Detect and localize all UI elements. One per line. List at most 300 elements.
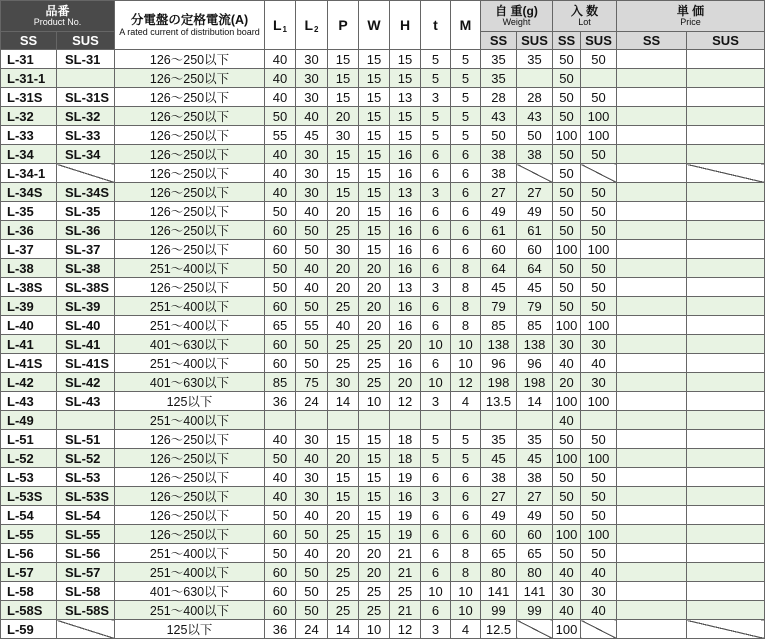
dim-t-cell: 3 — [421, 88, 451, 107]
price-ss-cell — [617, 259, 687, 278]
dim-L2-cell: 75 — [296, 373, 328, 392]
price-ss-cell — [617, 88, 687, 107]
weight-ss-cell: 60 — [481, 240, 517, 259]
dim-M-cell: 6 — [451, 468, 481, 487]
product-sus-cell: SL-55 — [57, 525, 115, 544]
dim-W-cell: 25 — [359, 601, 390, 620]
current-cell: 251～400以下 — [115, 601, 265, 620]
dim-H-cell: 18 — [390, 430, 421, 449]
dim-L2-cell: 50 — [296, 354, 328, 373]
price-sus-cell — [687, 240, 765, 259]
price-ss-cell — [617, 164, 687, 183]
dim-P-cell: 20 — [328, 506, 359, 525]
table-row — [1, 69, 765, 88]
weight-ss-cell: 35 — [481, 430, 517, 449]
lot-sus-cell: 50 — [581, 506, 617, 525]
weight-ss-cell: 38 — [481, 164, 517, 183]
price-sus-cell — [687, 88, 765, 107]
lot-sus-cell: 100 — [581, 316, 617, 335]
product-sus-cell: SL-54 — [57, 506, 115, 525]
weight-ss-cell — [481, 411, 517, 430]
dim-M-cell: 6 — [451, 487, 481, 506]
product-sus-cell: SL-57 — [57, 563, 115, 582]
lot-sus-cell: 50 — [581, 221, 617, 240]
dim-P-cell: 14 — [328, 392, 359, 411]
weight-sus-cell: 50 — [517, 126, 553, 145]
dim-W-cell: 15 — [359, 221, 390, 240]
dim-P-cell: 25 — [328, 525, 359, 544]
product-sus-cell: SL-38S — [57, 278, 115, 297]
current-cell: 126～250以下 — [115, 183, 265, 202]
dim-W-cell: 15 — [359, 487, 390, 506]
lot-sus-cell — [581, 164, 617, 183]
lot-ss-cell: 50 — [553, 69, 581, 88]
weight-ss-cell: 45 — [481, 449, 517, 468]
dim-P-cell: 40 — [328, 316, 359, 335]
dim-H-cell: 20 — [390, 373, 421, 392]
product-sus-cell: SL-34S — [57, 183, 115, 202]
table-row — [1, 335, 765, 354]
dim-header-H: H — [390, 1, 421, 50]
product-ss-cell: L-59 — [1, 620, 57, 639]
current-cell: 126～250以下 — [115, 468, 265, 487]
price-sus-cell — [687, 430, 765, 449]
weight-ss-cell: 35 — [481, 69, 517, 88]
table-row — [1, 449, 765, 468]
price-ja: 単 価 — [676, 3, 705, 18]
product-ss-cell: L-33 — [1, 126, 57, 145]
price-sus-cell — [687, 126, 765, 145]
product-ss-cell: L-38S — [1, 278, 57, 297]
table-row — [1, 392, 765, 411]
product-sus-cell: SL-41 — [57, 335, 115, 354]
current-cell: 126～250以下 — [115, 240, 265, 259]
dim-P-cell: 25 — [328, 563, 359, 582]
dim-header-L2: $L_2$ — [296, 1, 328, 50]
dim-L1-cell: 85 — [265, 373, 296, 392]
table-row — [1, 411, 765, 430]
lot-sus-cell: 50 — [581, 487, 617, 506]
dim-H-cell: 13 — [390, 183, 421, 202]
lot-ss-cell: 50 — [553, 468, 581, 487]
price-header — [617, 1, 765, 32]
price-sus-cell — [687, 449, 765, 468]
lot-sus-cell: 50 — [581, 259, 617, 278]
dim-t-cell: 5 — [421, 126, 451, 145]
weight-ss-cell: 27 — [481, 183, 517, 202]
dim-W-cell: 15 — [359, 107, 390, 126]
dim-W-cell: 15 — [359, 145, 390, 164]
product-ss-cell: L-31S — [1, 88, 57, 107]
lot-sus-cell: 50 — [581, 183, 617, 202]
dim-L1-cell: 40 — [265, 145, 296, 164]
lot-ss-cell: 50 — [553, 107, 581, 126]
lot-ss-cell: 50 — [553, 50, 581, 69]
product-ss-cell: L-34S — [1, 183, 57, 202]
dim-P-cell: 25 — [328, 335, 359, 354]
product-sus-cell: SL-32 — [57, 107, 115, 126]
dim-M-cell: 12 — [451, 373, 481, 392]
price-ss-cell — [617, 316, 687, 335]
dim-W-cell: 15 — [359, 506, 390, 525]
price-sus-cell — [687, 620, 765, 639]
lot-ss-cell: 40 — [553, 601, 581, 620]
dim-L2-cell: 40 — [296, 449, 328, 468]
price-ss-cell — [617, 392, 687, 411]
dim-L2-cell: 30 — [296, 50, 328, 69]
dim-W-cell: 20 — [359, 316, 390, 335]
price-sus-cell — [687, 373, 765, 392]
dim-L1-cell: 50 — [265, 506, 296, 525]
dim-H-cell: 16 — [390, 240, 421, 259]
lot-sus-cell: 50 — [581, 468, 617, 487]
product-ss-cell: L-58S — [1, 601, 57, 620]
price-ss-cell — [617, 240, 687, 259]
dim-t-cell: 6 — [421, 525, 451, 544]
dim-W-cell: 15 — [359, 525, 390, 544]
weight-sus-cell: 96 — [517, 354, 553, 373]
product-ss-cell: L-40 — [1, 316, 57, 335]
current-cell: 126～250以下 — [115, 487, 265, 506]
weight-ss-cell: 198 — [481, 373, 517, 392]
dim-L2-cell: 30 — [296, 430, 328, 449]
dim-L2-cell: 40 — [296, 278, 328, 297]
table-row — [1, 620, 765, 639]
product-sus-cell: SL-31 — [57, 50, 115, 69]
dim-L2-cell: 50 — [296, 240, 328, 259]
current-ja: 分電盤の定格電流(A) — [130, 12, 249, 27]
product-sus-cell: SL-33 — [57, 126, 115, 145]
dim-W-cell: 15 — [359, 202, 390, 221]
weight-ss-cell: 79 — [481, 297, 517, 316]
dim-L2-cell: 50 — [296, 221, 328, 240]
dim-L1-cell: 40 — [265, 487, 296, 506]
dim-M-cell: 6 — [451, 202, 481, 221]
dim-H-cell: 12 — [390, 620, 421, 639]
price-ss-cell — [617, 601, 687, 620]
dim-M-cell: 8 — [451, 316, 481, 335]
dim-t-cell: 6 — [421, 354, 451, 373]
price-sus-cell — [687, 335, 765, 354]
dim-t-cell: 5 — [421, 107, 451, 126]
dim-L1-cell: 60 — [265, 335, 296, 354]
product-ss-cell: L-38 — [1, 259, 57, 278]
weight-sus-cell: 64 — [517, 259, 553, 278]
lot-ss-cell: 100 — [553, 126, 581, 145]
dim-M-cell: 6 — [451, 525, 481, 544]
price-sus-cell — [687, 259, 765, 278]
dim-W-cell: 15 — [359, 69, 390, 88]
price-sus-cell — [687, 69, 765, 88]
current-cell: 126～250以下 — [115, 202, 265, 221]
product-ss-cell: L-41S — [1, 354, 57, 373]
price-ss-cell — [617, 297, 687, 316]
current-cell: 126～250以下 — [115, 278, 265, 297]
weight-sus-cell: 27 — [517, 487, 553, 506]
dim-H-cell: 15 — [390, 107, 421, 126]
weight-ss-cell: 45 — [481, 278, 517, 297]
dim-M-cell: 10 — [451, 582, 481, 601]
product-ss-cell: L-57 — [1, 563, 57, 582]
product-ss-cell: L-41 — [1, 335, 57, 354]
price-ss-cell — [617, 50, 687, 69]
dim-L2-cell: 30 — [296, 69, 328, 88]
dim-P-cell: 20 — [328, 278, 359, 297]
price-sus-cell — [687, 316, 765, 335]
weight-ss-cell: 49 — [481, 506, 517, 525]
dim-t-cell: 3 — [421, 183, 451, 202]
lot-sus-cell: 100 — [581, 392, 617, 411]
price-ss-cell — [617, 449, 687, 468]
table-row — [1, 259, 765, 278]
dim-L1-cell: 40 — [265, 164, 296, 183]
weight-ss-cell: 138 — [481, 335, 517, 354]
price-sus-cell — [687, 297, 765, 316]
table-row — [1, 430, 765, 449]
weight-sus-cell: 45 — [517, 449, 553, 468]
price-ss-cell — [617, 620, 687, 639]
dim-H-cell: 21 — [390, 544, 421, 563]
dim-L1-cell: 40 — [265, 50, 296, 69]
weight-ss-cell: 38 — [481, 468, 517, 487]
dim-L1-cell — [265, 411, 296, 430]
lot-ss-cell: 40 — [553, 563, 581, 582]
dim-P-cell: 15 — [328, 50, 359, 69]
dim-L1-cell: 50 — [265, 449, 296, 468]
product-ss-cell: L-37 — [1, 240, 57, 259]
dim-H-cell: 16 — [390, 145, 421, 164]
lot-sus-cell: 30 — [581, 373, 617, 392]
product-sus-cell: SL-52 — [57, 449, 115, 468]
table-row — [1, 354, 765, 373]
dim-t-cell: 3 — [421, 392, 451, 411]
lot-header — [553, 1, 617, 32]
price-sus-cell — [687, 601, 765, 620]
dim-M-cell: 6 — [451, 506, 481, 525]
product-sus-cell: SL-37 — [57, 240, 115, 259]
dim-L2-cell: 40 — [296, 544, 328, 563]
dim-L2-cell: 50 — [296, 335, 328, 354]
dim-L1-cell: 60 — [265, 354, 296, 373]
current-cell: 401～630以下 — [115, 373, 265, 392]
dim-L2-cell: 40 — [296, 259, 328, 278]
product-ss-cell: L-32 — [1, 107, 57, 126]
dim-W-cell: 15 — [359, 240, 390, 259]
price-ss-cell — [617, 430, 687, 449]
weight-ss-cell: 96 — [481, 354, 517, 373]
lot-ss-cell: 100 — [553, 525, 581, 544]
product-no-ja: 品番 — [45, 3, 70, 18]
dim-W-cell: 25 — [359, 354, 390, 373]
table-row — [1, 601, 765, 620]
dim-M-cell — [451, 411, 481, 430]
dim-H-cell: 16 — [390, 354, 421, 373]
dim-M-cell: 6 — [451, 240, 481, 259]
dim-H-cell: 13 — [390, 278, 421, 297]
product-ss-cell: L-42 — [1, 373, 57, 392]
product-ss-cell: L-43 — [1, 392, 57, 411]
dim-t-cell: 6 — [421, 145, 451, 164]
weight-sus-cell — [517, 411, 553, 430]
dim-L1-cell: 60 — [265, 297, 296, 316]
dim-H-cell: 19 — [390, 525, 421, 544]
table-row — [1, 525, 765, 544]
current-cell: 126～250以下 — [115, 126, 265, 145]
dim-t-cell: 6 — [421, 563, 451, 582]
lot-sus-cell: 100 — [581, 525, 617, 544]
dim-M-cell: 4 — [451, 620, 481, 639]
dim-P-cell: 15 — [328, 430, 359, 449]
dim-t-cell: 3 — [421, 278, 451, 297]
dim-H-cell: 19 — [390, 506, 421, 525]
product-sus-cell: SL-56 — [57, 544, 115, 563]
dim-H-cell: 12 — [390, 392, 421, 411]
weight-sus-cell: 28 — [517, 88, 553, 107]
dim-W-cell: 25 — [359, 373, 390, 392]
price-sus-cell — [687, 468, 765, 487]
dim-H-cell: 25 — [390, 582, 421, 601]
product-sus-cell: SL-58 — [57, 582, 115, 601]
current-cell: 125以下 — [115, 620, 265, 639]
lot-sus-cell: 40 — [581, 563, 617, 582]
weight-sus-cell: 38 — [517, 468, 553, 487]
product-sus-cell: SL-51 — [57, 430, 115, 449]
dim-P-cell: 14 — [328, 620, 359, 639]
lot-ss-cell: 50 — [553, 164, 581, 183]
dim-H-cell: 16 — [390, 316, 421, 335]
lot-ss-cell: 50 — [553, 297, 581, 316]
current-cell: 126～250以下 — [115, 430, 265, 449]
weight-sus-cell: 198 — [517, 373, 553, 392]
dim-L1-cell: 50 — [265, 107, 296, 126]
table-row — [1, 468, 765, 487]
lot-sus-cell: 50 — [581, 50, 617, 69]
weight-sus-cell: 27 — [517, 183, 553, 202]
price-ss-cell — [617, 506, 687, 525]
dim-M-cell: 5 — [451, 88, 481, 107]
dim-P-cell: 20 — [328, 202, 359, 221]
product-ss-cell: L-35 — [1, 202, 57, 221]
dim-L2-cell — [296, 411, 328, 430]
product-sus-cell: SL-36 — [57, 221, 115, 240]
dim-H-cell — [390, 411, 421, 430]
dim-L1-cell: 40 — [265, 468, 296, 487]
lot-ss-cell: 50 — [553, 88, 581, 107]
current-cell: 126～250以下 — [115, 107, 265, 126]
price-sus-cell — [687, 107, 765, 126]
dim-t-cell: 10 — [421, 335, 451, 354]
dim-H-cell: 16 — [390, 202, 421, 221]
lot-ja: 入 数 — [570, 3, 599, 18]
dim-H-cell: 15 — [390, 126, 421, 145]
weight-ss-cell: 27 — [481, 487, 517, 506]
current-cell: 251～400以下 — [115, 316, 265, 335]
price-ss-cell — [617, 221, 687, 240]
product-ss-cell: L-49 — [1, 411, 57, 430]
product-ss-cell: L-53 — [1, 468, 57, 487]
current-cell: 125以下 — [115, 392, 265, 411]
dim-H-cell: 18 — [390, 449, 421, 468]
product-sus-cell: SL-35 — [57, 202, 115, 221]
current-cell: 126～250以下 — [115, 50, 265, 69]
lot-sus-cell: 50 — [581, 430, 617, 449]
product-sus-cell: SL-34 — [57, 145, 115, 164]
weight-sus-cell: 60 — [517, 525, 553, 544]
lot-ss-cell: 40 — [553, 411, 581, 430]
dim-L1-cell: 60 — [265, 563, 296, 582]
dim-t-cell: 6 — [421, 544, 451, 563]
price-ss-cell — [617, 563, 687, 582]
price-sus-cell — [687, 506, 765, 525]
dim-L2-cell: 45 — [296, 126, 328, 145]
lot-sus-cell: 50 — [581, 297, 617, 316]
dim-L1-cell: 40 — [265, 183, 296, 202]
dim-H-cell: 16 — [390, 487, 421, 506]
current-cell: 251～400以下 — [115, 354, 265, 373]
weight-ss-cell: 38 — [481, 145, 517, 164]
current-cell: 126～250以下 — [115, 145, 265, 164]
dim-t-cell — [421, 411, 451, 430]
dim-header-t: t — [421, 1, 451, 50]
current-cell: 126～250以下 — [115, 221, 265, 240]
dim-L2-cell: 50 — [296, 563, 328, 582]
dim-H-cell: 21 — [390, 563, 421, 582]
lot-sus-cell: 100 — [581, 449, 617, 468]
price-sus-cell — [687, 354, 765, 373]
dim-L2-cell: 50 — [296, 582, 328, 601]
lot-sus-cell: 50 — [581, 544, 617, 563]
weight-ss-cell: 141 — [481, 582, 517, 601]
dim-W-cell: 25 — [359, 582, 390, 601]
lot-ss-cell: 50 — [553, 183, 581, 202]
weight-sus-cell — [517, 69, 553, 88]
dim-t-cell: 6 — [421, 221, 451, 240]
dim-t-cell: 6 — [421, 601, 451, 620]
table-row — [1, 278, 765, 297]
product-ss-cell: L-36 — [1, 221, 57, 240]
dim-W-cell: 15 — [359, 88, 390, 107]
weight-sus-cell: 80 — [517, 563, 553, 582]
price-ss-cell — [617, 145, 687, 164]
lot-sus-subheader: SUS — [581, 32, 617, 50]
price-sus-subheader: SUS — [687, 32, 765, 50]
price-ss-cell — [617, 487, 687, 506]
weight-ss-cell: 49 — [481, 202, 517, 221]
lot-ss-cell: 30 — [553, 582, 581, 601]
dim-L2-cell: 40 — [296, 107, 328, 126]
product-ss-cell: L-34 — [1, 145, 57, 164]
weight-ss-cell: 50 — [481, 126, 517, 145]
dim-P-cell: 25 — [328, 354, 359, 373]
weight-sus-cell: 99 — [517, 601, 553, 620]
weight-ss-cell: 65 — [481, 544, 517, 563]
lot-en: Lot — [578, 16, 591, 27]
weight-ss-cell: 35 — [481, 50, 517, 69]
table-row — [1, 544, 765, 563]
current-en: A rated current of distribution board — [119, 27, 260, 38]
dim-M-cell: 10 — [451, 354, 481, 373]
dim-L2-cell: 30 — [296, 468, 328, 487]
price-sus-cell — [687, 582, 765, 601]
dim-P-cell: 15 — [328, 164, 359, 183]
dim-M-cell: 5 — [451, 69, 481, 88]
dim-L2-cell: 40 — [296, 202, 328, 221]
lot-ss-cell: 50 — [553, 487, 581, 506]
weight-en: Weight — [502, 16, 531, 27]
lot-ss-cell: 40 — [553, 354, 581, 373]
table-row — [1, 164, 765, 183]
dim-L2-cell: 24 — [296, 392, 328, 411]
